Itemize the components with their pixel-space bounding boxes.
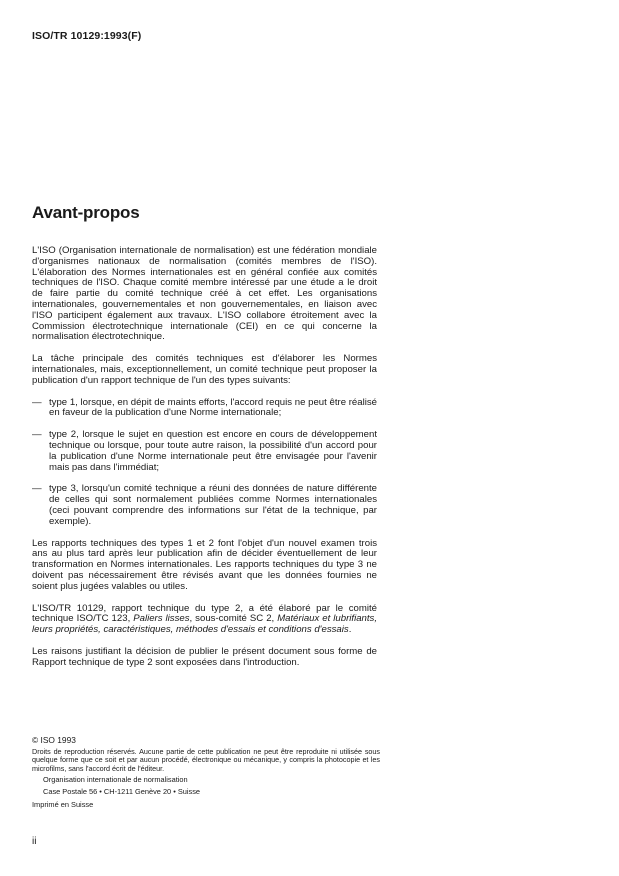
tr-title-bearings: Paliers lisses — [133, 613, 190, 625]
organization-address: Case Postale 56 • CH-1211 Genève 20 • Suisse — [43, 786, 201, 796]
list-item — [32, 398, 377, 420]
organization-name: Organisation internationale de normalisation — [43, 775, 188, 785]
list-item — [32, 430, 377, 473]
report-types-list — [32, 398, 377, 528]
dash-bullet: — — [32, 396, 42, 408]
tr-text-end: . — [348, 624, 352, 636]
dash-bullet: — — [32, 483, 42, 495]
copyright-block — [32, 736, 380, 809]
list-item — [32, 484, 377, 527]
document-id: ISO/TR 10129:1993(F) — [32, 30, 142, 42]
dash-bullet: — — [32, 429, 42, 441]
foreword-body — [32, 246, 377, 680]
list-item-text: type 2, lorsque le sujet en question est encore en cours de développement technique ou lorsque, pour toute autre raison, la possibilité d'un accord pour la publication d'une Norme internationale peut être envisagée pour l'avenir mais pas dans l'immédiat; — [49, 429, 377, 473]
list-item-text: type 1, lorsque, en dépit de maints efforts, l'accord requis ne peut être réalisé en faveur de la publication d'une Norme internationale; — [49, 396, 377, 419]
tr-title-materials: Matériaux et lubrifiants, leurs propriétés, caractéristiques, méthodes d'essais et conditions d'essais — [32, 613, 378, 636]
paragraph-reasons: Les raisons justifiant la décision de publier le présent document sous forme de Rapport technique de type 2 sont exposées dans l'introduction. — [32, 645, 377, 668]
printed-in: Imprimé en Suisse — [32, 799, 94, 809]
rights-statement: Droits de reproduction réservés. Aucune partie de cette publication ne peut être reproduite ni utilisée sous quelque forme que ce soit et par aucun procédé, électronique ou mécanique, y compris la photocopie et les microfilms, sans l'accord écrit de l'éditeur. — [32, 746, 380, 773]
tr-text-mid: , sous-comité SC 2, — [189, 613, 278, 625]
page-number: ii — [32, 836, 37, 847]
paragraph-tr-10129 — [32, 604, 377, 636]
tr-text-start: L'ISO/TR 10129, rapport technique du type 2, a été élaboré par le comité technique ISO/TC 123, — [32, 602, 377, 625]
page-title: Avant-propos — [32, 203, 140, 222]
copyright-notice: © ISO 1993 — [32, 735, 76, 745]
list-item-text: type 3, lorsqu'un comité technique a réuni des données de nature différente de celles qui sont normalement publiées comme Normes internationales (ceci pouvant comprendre des informations sur l'état de la technique, par exemple). — [49, 483, 377, 527]
paragraph-iso-intro: L'ISO (Organisation internationale de normalisation) est une fédération mondiale d'organismes nationaux de normalisation (comités membres de l'ISO). L'élaboration des Normes internationales est en général confiée aux comités techniques de l'ISO. Chaque comité membre intéressé par une étude a le droit de faire partie du comité technique créé à cet effet. Les organisations internationales, gouvernementales et non gouvernementales, en liaison avec l'ISO participent également aux travaux. L'ISO collabore étroitement avec la Commission électrotechnique internationale (CEI) en ce qui concerne la normalisation électrotechnique. — [32, 245, 377, 343]
paragraph-technical-reports: La tâche principale des comités techniques est d'élaborer les Normes internationales, mais, exceptionnellement, un comité technique peut proposer la publication d'un rapport technique de l'un des types suivants: — [32, 353, 377, 386]
paragraph-review: Les rapports techniques des types 1 et 2 font l'objet d'un nouvel examen trois ans au plus tard après leur publication afin de décider éventuellement de leur transformation en Normes internationales. Les rapports techniques du type 3 ne doivent pas nécessairement être révisés avant que les données fournies ne soient plus jugées valables ou utiles. — [32, 537, 377, 592]
